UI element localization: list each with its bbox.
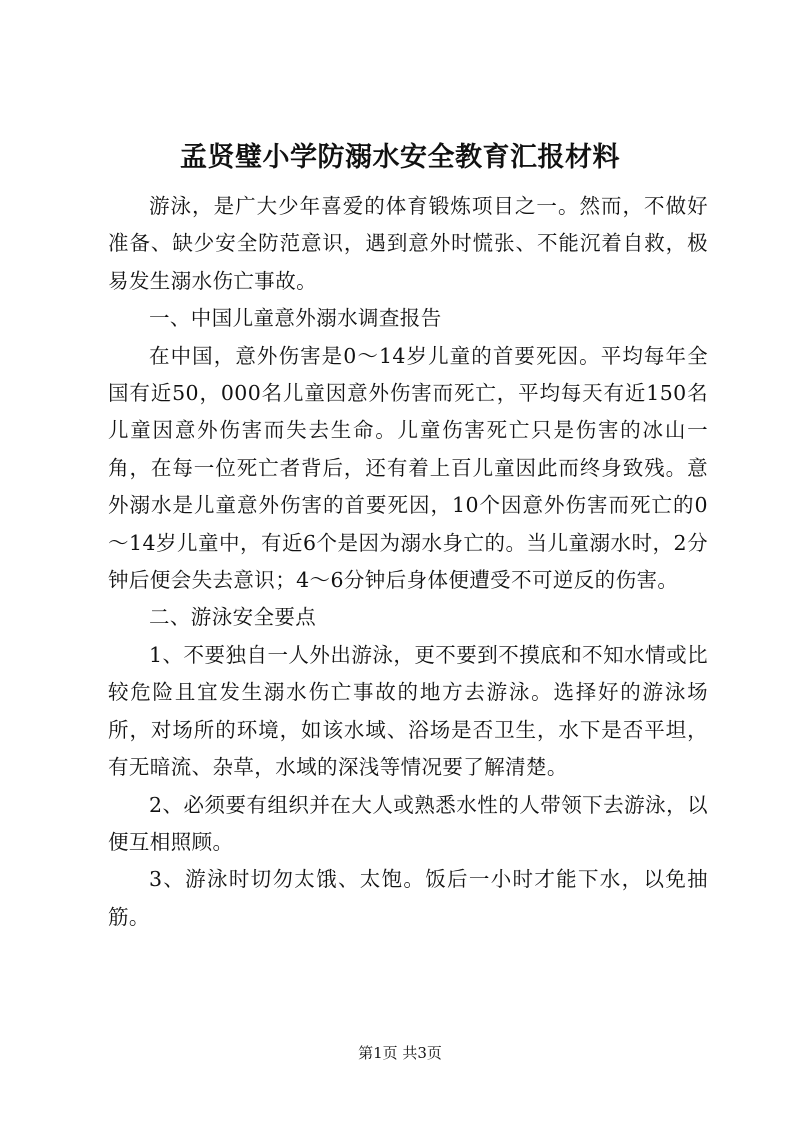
paragraph-point-2: 2、必须要有组织并在大人或熟悉水性的人带领下去游泳，以便互相照顾。 xyxy=(108,792,708,854)
section-heading-1: 一、中国儿童意外溺水调查报告 xyxy=(149,306,442,331)
page-number: 第1页 共3页 xyxy=(358,1044,442,1062)
paragraph-survey: 在中国，意外伤害是0～14岁儿童的首要死因。平均每年全国有近50，000名儿童因意外伤害而死亡，平均每天有近150名儿童因意外伤害而失去生命。儿童伤害死亡只是伤害的冰山一角，在每一位死亡者背后，还有着上百儿童因此而终身致残。意外溺水是儿童意外伤害的首要死因，10个因意外伤害而死亡的0～14岁儿童中，有近6个是因为溺水身亡的。当儿童溺水时，2分钟后便会失去意识；4～6分钟后身体便遭受不可逆反的伤害。 xyxy=(108,343,708,593)
document-body xyxy=(108,188,708,936)
paragraph-point-1: 1、不要独自一人外出游泳，更不要到不摸底和不知水情或比较危险且宜发生溺水伤亡事故的地方去游泳。选择好的游泳场所，对场所的环境，如该水域、浴场是否卫生，水下是否平坦，有无暗流、杂草，水域的深浅等情况要了解清楚。 xyxy=(108,642,708,780)
paragraph-point-3: 3、游泳时切勿太饿、太饱。饭后一小时才能下水，以免抽筋。 xyxy=(108,867,708,929)
document-title: 孟贤璧小学防溺水安全教育汇报材料 xyxy=(180,142,620,173)
paragraph-intro: 游泳，是广大少年喜爱的体育锻炼项目之一。然而，不做好准备、缺少安全防范意识，遇到意外时慌张、不能沉着自救，极易发生溺水伤亡事故。 xyxy=(108,194,708,293)
section-heading-2: 二、游泳安全要点 xyxy=(149,605,317,630)
